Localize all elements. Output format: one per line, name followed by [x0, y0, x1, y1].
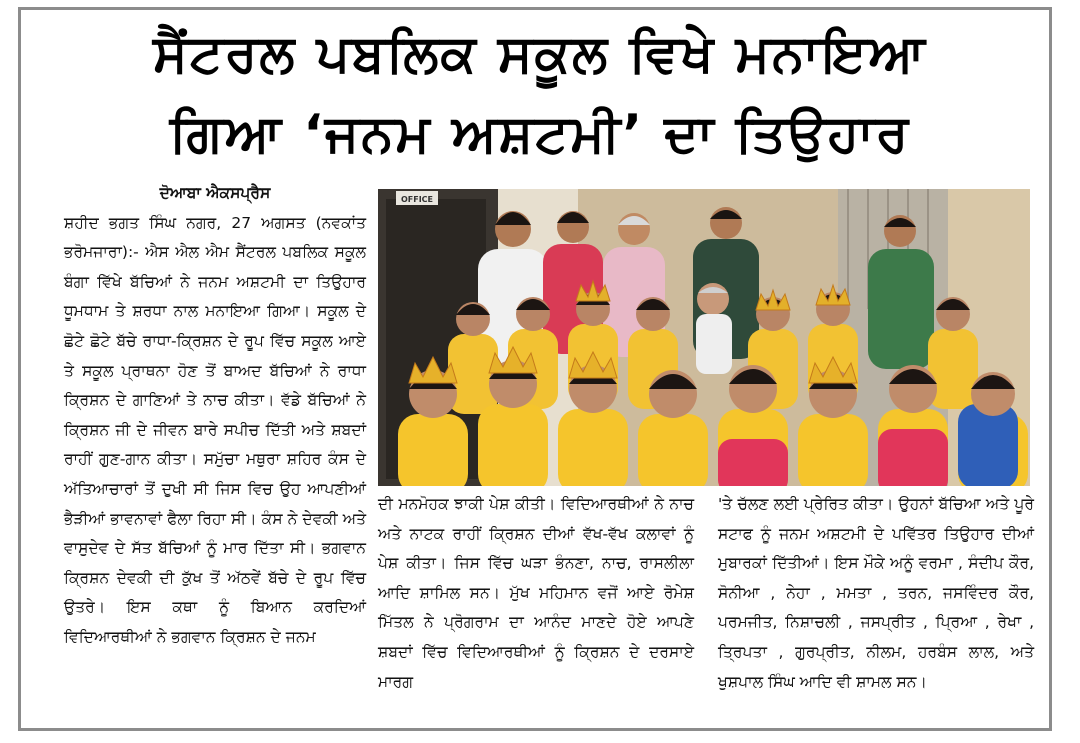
article-column-3-text: 'ਤੇ ਚੱਲਣ ਲਈ ਪ੍ਰੇਰਿਤ ਕੀਤਾ। ਉਹਨਾਂ ਬੱਚਿਆ ਅਤੇ ਪੂਰੇ ਸਟਾਫ ਨੂੰ ਜਨਮ ਅਸ਼ਟਮੀ ਦੇ ਪਵਿੱਤਰ ਤਿਉਹਾਰ ਦੀਆਂ ਮੁਬਾਰਕਾਂ ਦਿੱਤੀਆਂ। ਇਸ ਮੌਕੇ ਅਨੂੰ ਵਰਮਾ , ਸੰਦੀਪ ਕੌਰ, ਸੋਨੀਆ , ਨੇਹਾ , ਮਮਤਾ , ਤਰਨ, ਜਸਵਿੰਦਰ ਕੌਰ, ਪਰਮਜੀਤ, ਨਿਸ਼ਾਚਲੀ , ਜਸਪ੍ਰੀਤ , ਪ੍ਰਿਆ , ਰੇਖਾ , ਤ੍ਰਿਪਤਾ , ਗੁਰਪ੍ਰੀਤ, ਨੀਲਮ, ਹਰਬੰਸ ਲਾਲ, ਅਤੇ ਖੁਸ਼ਪਾਲ ਸਿੰਘ ਆਦਿ ਵੀ ਸ਼ਾਮਲ ਸਨ।	[718, 495, 1034, 691]
article-column-2	[378, 490, 694, 697]
event-photo	[378, 189, 1030, 486]
article-column-1-text: ਸ਼ਹੀਦ ਭਗਤ ਸਿੰਘ ਨਗਰ, 27 ਅਗਸਤ (ਨਵਕਾਂਤ ਭਰੋਮਜਾਰਾ):- ਐਸ ਐਲ ਐਮ ਸੈਂਟਰਲ ਪਬਲਿਕ ਸਕੂਲ ਬੰਗਾ ਵਿੱਖੇ ਬੱਚਿਆਂ ਨੇ ਜਨਮ ਅਸ਼ਟਮੀ ਦਾ ਤਿਉਹਾਰ ਧੂਮਧਾਮ ਤੇ ਸ਼ਰਧਾ ਨਾਲ ਮਨਾਇਆ ਗਿਆ। ਸਕੂਲ ਦੇ ਛੋਟੇ ਛੋਟੇ ਬੱਚੇ ਰਾਧਾ-ਕ੍ਰਿਸ਼ਨ ਦੇ ਰੂਪ ਵਿੱਚ ਸਕੂਲ ਆਏ ਤੇ ਸਕੂਲ ਪ੍ਰਾਥਨਾ ਹੋਣ ਤੋਂ ਬਾਅਦ ਬੱਚਿਆਂ ਨੇ ਰਾਧਾ ਕ੍ਰਿਸ਼ਨ ਦੇ ਗਾਣਿਆਂ ਤੇ ਨਾਚ ਕੀਤਾ। ਵੱਡੇ ਬੱਚਿਆਂ ਨੇ ਕ੍ਰਿਸ਼ਨ ਜੀ ਦੇ ਜੀਵਨ ਬਾਰੇ ਸਪੀਚ ਦਿੱਤੀ ਅਤੇ ਸ਼ਬਦਾਂ ਰਾਹੀਂ ਗੁਣ-ਗਾਨ ਕੀਤਾ। ਸਮੁੱਚਾ ਮਥੁਰਾ ਸ਼ਹਿਰ ਕੰਸ ਦੇ ਅੱਤਿਆਚਾਰਾਂ ਤੋਂ ਦੁਖੀ ਸੀ ਜਿਸ ਵਿਚ ਉਹ ਆਪਣੀਆਂ ਭੈੜੀਆਂ ਭਾਵਨਾਵਾਂ ਫੈਲਾ ਰਿਹਾ ਸੀ। ਕੰਸ ਨੇ ਦੇਵਕੀ ਅਤੇ ਵਾਸੁਦੇਵ ਦੇ ਸੱਤ ਬੱਚਿਆਂ ਨੂੰ ਮਾਰ ਦਿੱਤਾ ਸੀ। ਭਗਵਾਨ ਕ੍ਰਿਸ਼ਨ ਦੇਵਕੀ ਦੀ ਕੁੱਖ ਤੋਂ ਅੱਠਵੇਂ ਬੱਚੇ ਦੇ ਰੂਪ ਵਿੱਚ ਉਤਰੇ। ਇਸ ਕਥਾ ਨੂੰ ਬਿਆਨ ਕਰਦਿਆਂ ਵਿਦਿਆਰਥੀਆਂ ਨੇ ਭਗਵਾਨ ਕ੍ਰਿਸ਼ਨ ਦੇ ਜਨਮ	[64, 213, 366, 646]
article-column-3	[718, 490, 1034, 697]
article-column-2-text: ਦੀ ਮਨਮੋਹਕ ਝਾਕੀ ਪੇਸ਼ ਕੀਤੀ। ਵਿਦਿਆਰਥੀਆਂ ਨੇ ਨਾਚ ਅਤੇ ਨਾਟਕ ਰਾਹੀਂ ਕ੍ਰਿਸ਼ਨ ਦੀਆਂ ਵੱਖ-ਵੱਖ ਕਲਾਵਾਂ ਨੂੰ ਪੇਸ਼ ਕੀਤਾ। ਜਿਸ ਵਿੱਚ ਘੜਾ ਭੰਨਣਾ, ਨਾਚ, ਰਾਸਲੀਲਾ ਆਦਿ ਸ਼ਾਮਿਲ ਸਨ। ਮੁੱਖ ਮਹਿਮਾਨ ਵਜੋਂ ਆਏ ਰੋਮੇਸ਼ ਮਿੱਤਲ ਨੇ ਪ੍ਰੋਗਰਾਮ ਦਾ ਆਨੰਦ ਮਾਣਦੇ ਹੋਏ ਆਪਣੇ ਸ਼ਬਦਾਂ ਵਿੱਚ ਵਿਦਿਆਰਥੀਆਂ ਨੂੰ ਕ੍ਰਿਸ਼ਨ ਦੇ ਦਰਸਾਏ ਮਾਰਗ	[378, 495, 694, 691]
headline-line-1: ਸੈਂਟਰਲ ਪਬਲਿਕ ਸਕੂਲ ਵਿਖੇ ਮਨਾਇਆ	[153, 24, 927, 84]
article-column-1	[64, 179, 366, 653]
office-sign-text: OFFICE	[400, 195, 434, 204]
headline-line-2: ਗਿਆ ‘ਜਨਮ ਅਸ਼ਟਮੀ’ ਦਾ ਤਿਉਹਾਰ	[169, 104, 911, 164]
source-byline: ਦੋਆਬਾ ਐਕਸਪ੍ਰੈਸ	[159, 184, 271, 202]
